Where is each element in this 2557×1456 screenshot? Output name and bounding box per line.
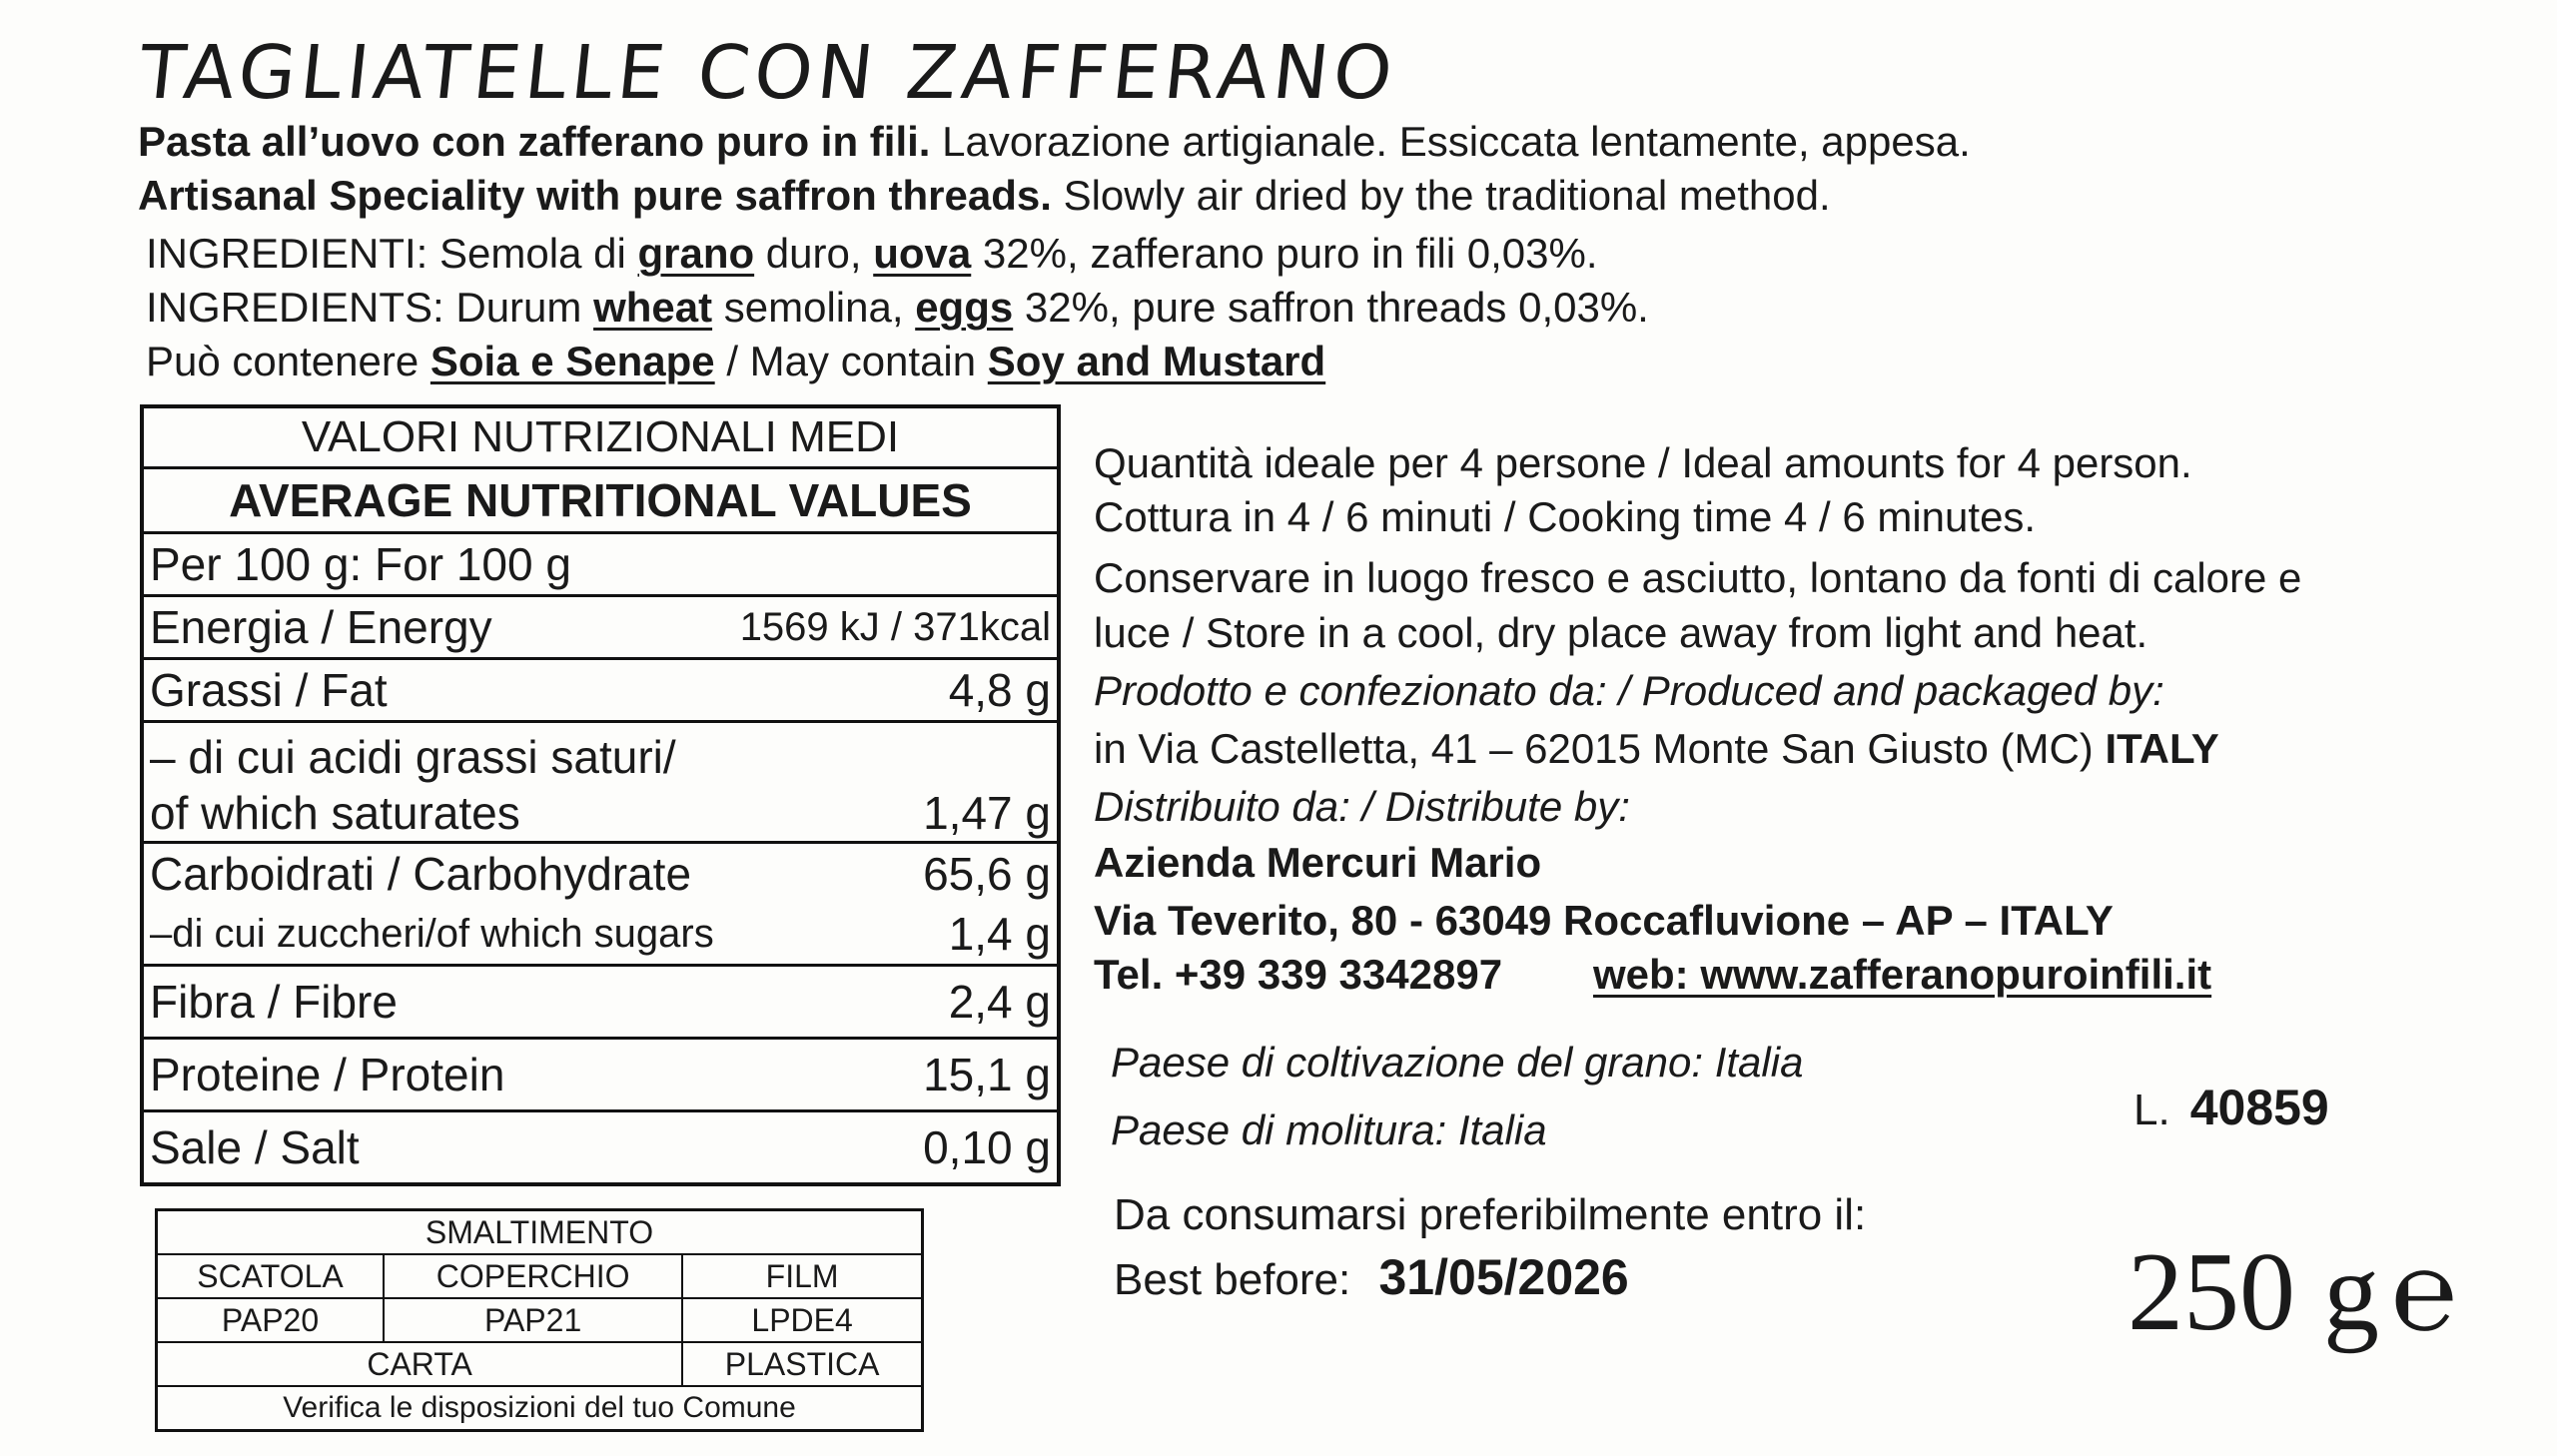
nutrition-row-energy — [142, 596, 1059, 659]
may-contain-en-label: / May contain — [714, 338, 988, 384]
allergen-wheat: wheat — [593, 284, 713, 331]
allergen-eggs: eggs — [915, 284, 1014, 331]
producer-country: ITALY — [2105, 725, 2219, 772]
best-before-it: Da consumarsi preferibilmente entro il: — [1114, 1190, 1867, 1239]
description-en-rest: Slowly air dried by the traditional method. — [1051, 172, 1831, 219]
allergen-soy-mustard: Soy and Mustard — [987, 338, 1326, 384]
saturates-value: 1,47 g — [729, 722, 1059, 843]
best-before-date: 31/05/2026 — [1378, 1249, 1629, 1305]
disposal-code-film: LPDE4 — [682, 1298, 922, 1342]
lot-number — [2133, 1079, 2329, 1136]
nutrition-row-sugars — [142, 904, 1059, 966]
fibre-label: Fibra / Fibre — [142, 966, 729, 1039]
disposal-table — [155, 1208, 924, 1432]
distributor-address: Via Teverito, 80 - 63049 Roccafluvione – AP – ITALY — [1094, 897, 2114, 944]
distributor-phone: Tel. +39 339 3342897 — [1094, 951, 1503, 998]
product-title: TAGLIATELLE CON ZAFFERANO — [135, 30, 1401, 116]
carbohydrate-label: Carboidrati / Carbohydrate — [142, 843, 729, 905]
nutrition-row-fat — [142, 659, 1059, 722]
allergen-soia-senape: Soia e Senape — [429, 338, 715, 384]
nutrition-row-salt — [142, 1111, 1059, 1185]
nutrition-table — [140, 404, 1061, 1186]
ingredients-en-text-2: semolina, — [712, 284, 916, 331]
nutrition-heading-en: AVERAGE NUTRITIONAL VALUES — [142, 468, 1059, 533]
ingredients-en-text-3: 32%, pure saffron threads 0,03%. — [1013, 284, 1649, 331]
disposal-col-box: SCATOLA — [157, 1254, 385, 1298]
milling-origin: Paese di molitura: Italia — [1111, 1106, 1547, 1153]
allergen-uova: uova — [873, 230, 972, 277]
producer-address — [1094, 725, 2219, 773]
description-en-bold: Artisanal Speciality with pure saffron threads. — [138, 172, 1052, 219]
protein-label: Proteine / Protein — [142, 1039, 729, 1111]
nutrition-per-100g: Per 100 g: For 100 g — [142, 533, 1059, 596]
saturates-label-en: of which saturates — [150, 787, 520, 839]
saturates-label — [142, 722, 729, 843]
best-before-en: Best before: — [1114, 1255, 1351, 1304]
sugars-label: –di cui zuccheri/of which sugars — [150, 911, 714, 956]
storage-line-2: luce / Store in a cool, dry place away from light and heat. — [1094, 609, 2148, 656]
disposal-material-plastic: PLASTICA — [682, 1342, 922, 1386]
nutrition-row-protein — [142, 1039, 1059, 1111]
description-it-bold: Pasta all’uovo con zafferano puro in fili. — [138, 118, 931, 165]
salt-label: Sale / Salt — [142, 1111, 729, 1185]
fibre-value: 2,4 g — [729, 966, 1059, 1039]
portion-info: Quantità ideale per 4 persone / Ideal amounts for 4 person. — [1094, 439, 2192, 486]
lot-value: 40859 — [2189, 1080, 2329, 1135]
fat-label: Grassi / Fat — [142, 659, 729, 722]
estimated-sign-icon: ℮ — [2391, 1231, 2458, 1353]
storage-line-1: Conservare in luogo fresco e asciutto, lontano da fonti di calore e — [1094, 554, 2302, 601]
disposal-note: Verifica le disposizioni del tuo Comune — [157, 1386, 923, 1431]
saturates-label-it: – di cui acidi grassi saturi/ — [150, 731, 676, 783]
ingredients-it-text: INGREDIENTI: Semola di — [146, 230, 638, 277]
disposal-col-film: FILM — [682, 1254, 922, 1298]
ingredients-en — [146, 284, 1649, 332]
sugars-value: 1,4 g — [948, 908, 1051, 960]
ingredients-it — [146, 230, 1598, 278]
nutrition-heading-it: VALORI NUTRIZIONALI MEDI — [301, 412, 900, 461]
producer-address-text: in Via Castelletta, 41 – 62015 Monte San Giusto (MC) — [1094, 725, 2106, 772]
ingredients-it-text-2: duro, — [754, 230, 874, 277]
produced-by-label: Prodotto e confezionato da: / Produced and packaged by: — [1094, 667, 2164, 714]
ingredients-it-text-3: 32%, zafferano puro in fili 0,03%. — [971, 230, 1598, 277]
energy-value: 1569 kJ / 371kcal — [729, 596, 1059, 659]
energy-label: Energia / Energy — [142, 596, 729, 659]
may-contain — [146, 338, 1325, 385]
wheat-origin: Paese di coltivazione del grano: Italia — [1111, 1039, 1804, 1086]
description-it-rest: Lavorazione artigianale. Essiccata lentamente, appesa. — [930, 118, 1971, 165]
cooking-time: Cottura in 4 / 6 minuti / Cooking time 4 / 6 minutes. — [1094, 493, 2037, 540]
may-contain-it-label: Può contenere — [146, 338, 430, 384]
distributor-name: Azienda Mercuri Mario — [1094, 839, 1542, 886]
disposal-title: SMALTIMENTO — [157, 1210, 923, 1255]
carbohydrate-value: 65,6 g — [729, 843, 1059, 905]
ingredients-en-text: INGREDIENTS: Durum — [146, 284, 594, 331]
nutrition-row-saturates — [142, 722, 1059, 843]
lot-label: L. — [2133, 1086, 2170, 1134]
disposal-code-box: PAP20 — [157, 1298, 385, 1342]
description-en — [138, 172, 1831, 220]
website-link[interactable]: web: www.zafferanopuroinfili.it — [1593, 951, 2212, 998]
net-weight — [2128, 1228, 2457, 1357]
disposal-code-lid: PAP21 — [384, 1298, 682, 1342]
fat-value: 4,8 g — [729, 659, 1059, 722]
disposal-col-lid: COPERCHIO — [384, 1254, 682, 1298]
description-it — [138, 118, 1971, 166]
protein-value: 15,1 g — [729, 1039, 1059, 1111]
salt-value: 0,10 g — [729, 1111, 1059, 1185]
allergen-grano: grano — [637, 230, 755, 277]
disposal-material-paper: CARTA — [157, 1342, 683, 1386]
net-weight-value: 250 g — [2128, 1230, 2379, 1354]
best-before — [1114, 1248, 1629, 1306]
distributed-by-label: Distribuito da: / Distribute by: — [1094, 783, 1630, 830]
nutrition-row-fibre — [142, 966, 1059, 1039]
nutrition-row-carbohydrate — [142, 843, 1059, 905]
